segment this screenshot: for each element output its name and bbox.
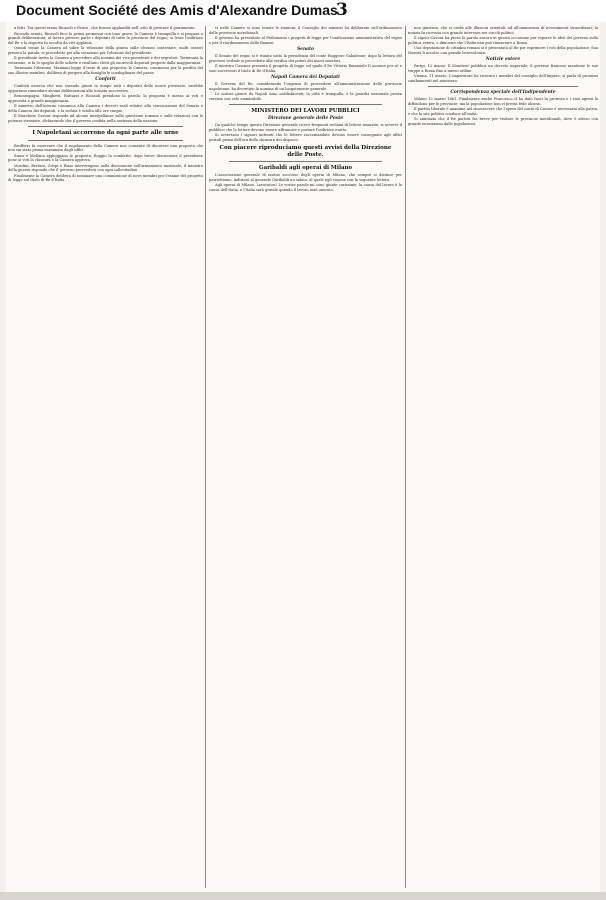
column-1 [8, 26, 203, 888]
paragraph: Le notizie giunte da Napoli sono soddisfacenti; la città è tranquilla, e la guardia nazionale presta servizio con zelo ammirabile. [209, 92, 402, 101]
document-header [0, 0, 606, 22]
paragraph: Il governo ha presentato al Parlamento i progetti di legge per l'unificazione amministrativa del regno e per il riordinamento delle finanze. [209, 36, 402, 45]
paragraph: Facendo avanti, Ricasoli fece la prima promessa con tono grave; la Camera è tranquilla e si prepara a grandi deliberazioni; al lavoro presero parte i deputati di tutte le provincie del regno; si lesse l'indirizzo del Re e la risposta fu accolta da vivi applausi. [8, 31, 203, 45]
page-number: 3 [336, 0, 348, 20]
scan-edge [0, 892, 606, 900]
newspaper-page [6, 22, 600, 892]
paragraph: Il partito liberale è unanime nel riconoscere che l'opera del conte di Cavour è necessaria alla patria, e che la sua politica conduce all'unità. [408, 107, 598, 116]
paragraph: Quindi venne la Camera ad udire la relazione della giunta sulle elezioni contestate; molti oratori presero la parola; si procedette poi alla votazione per l'elezione del presidente. [8, 46, 203, 55]
paragraph: Sineo e Mellana appoggiano la proposta; Boggio la combatte; dopo breve discussione il presidente pone ai voti la chiusura e la Camera approva. [8, 153, 203, 163]
section-heading: Senato [297, 47, 314, 52]
paragraph: Boncompagni, Minghetti, Rattazzi e Ricasoli prendono la parola; la proposta è messa ai voti e approvata a grande maggioranza. [8, 94, 203, 103]
document-title: Document Société des Amis d'Alexandre Dumas [16, 2, 338, 18]
paragraph: Terminata l'elezione, Mamiani legge il testo di una proposta: la Camera, commossa per la perdita del suo illustre membro, delibera di porgere alla famiglia le condoglianze del paese. [8, 66, 203, 75]
paragraph: Milano 12 marzo 1861. Finalmente anche Francesco II ha dato fuori la protesta e i suoi agenti la diffondono per le provincie; ma la popolazione non vi presta fede alcuna. [408, 97, 598, 106]
paragraph: non giustizia, che si crede alle illusioni orientali, ad all'imminenza di avvenimenti straordinari; la notizia fu ricevuta con grande interesse nei circoli politici. [408, 26, 598, 35]
paragraph: L'associazione generale di mutuo soccorso degli operai di Milano, che sempre si distinse per patriottismo, indirizzò al generale Garibaldi un saluto, al quale egli rispose con la seguente lettera. [209, 173, 402, 182]
paragraph: a fatti. Tra questi erano Ricasoli e Farini , che furono applauditi nell' atto di prestare il giuramento. [14, 26, 196, 30]
column-divider [229, 104, 382, 105]
paragraph: Vienna, 11 marzo. L'imperatore ha ricevuto i membri del consiglio dell'impero; si parla di prossimi cambiamenti nel ministero. [408, 74, 598, 83]
paragraph: Il Marchese Cavour risponde ad alcune interpellanze sulla questione romana e sulle relazioni con le potenze straniere, dichiarando che il governo confida nella saviezza della nazione. [8, 114, 203, 123]
paragraph: Il presidente invita la Camera a procedere alla nomina dei vice-presidenti e dei segretari. Terminata la votazione, si fa lo spoglio delle schede e risultano eletti gli onorevoli deputati proposti dalla maggioranza. [8, 56, 203, 65]
section-heading: Conforti [95, 77, 116, 82]
paragraph: Brofferio fa osservare che il regolamento della Camera non consente di discutere una proposta che non sia stata prima esaminata dagli uffici. [8, 143, 203, 153]
paragraph: Una deputazione di cittadini romani si è presentata al Re per esprimere i voti della popolazione; Sua Maestà li accolse con grande benevolenza. [408, 46, 598, 55]
paragraph: Il ministro dell'interno comunica alla Camera i decreti reali relativi alla convocazione del Senato e della Camera dei deputati, e la seduta è sciolta alle ore cinque. [8, 104, 203, 113]
section-heading: Notizie estere [485, 57, 521, 62]
paragraph: Il Governo del Re, considerando l'urgenza di provvedere all'amministrazione delle provincie napoletane, ha decretato la nomina di un luogotenente generale. [209, 82, 402, 91]
paragraph: Il signor Cavour ha preso la parola ancora in questa occasione per esporre le idee del governo sulla politica estera, e dimostrò che l'Italia non può rinunciare a Roma. [408, 36, 598, 45]
paragraph: Finalmente la Camera delibera di nominare una commissione di nove membri per l'esame del progetto di legge sul titolo di Re d'Italia. [8, 173, 203, 183]
paragraph: Si annunzia che il Re partirà fra breve per visitare le provincie meridionali, dove è atteso con grande entusiasmo dalle popolazioni. [408, 117, 598, 126]
paragraph: vi nelle Camere si sono tenute le riunioni; il Consiglio dei ministri ha deliberato sull'ordinamento delle provincie meridionali. [209, 26, 402, 35]
paragraph: Il ministro Cassinis presenta il progetto di legge col quale il Re Vittorio Emanuele II assume per sè e suoi successori il titolo di Re d'Italia. [209, 64, 402, 73]
column-divider [28, 140, 183, 141]
column-3 [408, 26, 598, 888]
boxed-notice: Con piacere riproduciamo questi avvisi della Direzione delle Poste. [219, 145, 392, 158]
section-heading: Corrispondenza speciale dell'Indipendente [450, 90, 556, 95]
paragraph: Agli operai di Milano. Lavoratori! Le vostre parole mi sono giunte carissime; la causa del lavoro è la causa dell'Italia, e l'Italia sarà grande quando il lavoro sarà onorato. [209, 183, 402, 192]
section-subheading: Direzione generale delle Poste [267, 116, 344, 121]
column-rule [405, 26, 406, 888]
section-heading: Garibaldi agli operai di Milano [258, 165, 353, 172]
boxed-notice: I Napoletani accorrono da ogni parte alle urne [32, 130, 179, 136]
paragraph: Conforti osserva che non essendo giunti in tempo tutti i deputati delle nuove provincie, sarebbe opportuno rimandare alcune deliberazioni alla tornata successiva. [8, 84, 203, 93]
paragraph: Il Senato del regno si è riunito sotto la presidenza del conte Ruggiero Gabaleone; dopo la lettura del processo verbale si procedette alla verifica dei poteri dei nuovi senatori. [209, 54, 402, 63]
paragraph: Da qualche tempo questa Direzione generale riceve frequenti reclami di lettere smarrite; si avverte il pubblico che le lettere devono essere affrancate e portare l'indirizzo esatto. [209, 123, 402, 132]
paragraph: Parigi, 12 marzo. Il Moniteur pubblica un decreto imperiale; il governo francese mantiene le sue truppe a Roma fino a nuovo ordine. [408, 64, 598, 73]
paragraph: Si avvertono i signori mittenti che le lettere raccomandate devono essere consegnate agli uffici postali prima dell'ora della chiusura dei dispacci. [209, 133, 402, 142]
paragraph: Mordini, Bertani, Crispi e Bixio intervengono nella discussione sull'armamento nazionale; il ministro della guerra risponde che il governo provvederà con ogni sollecitudine. [8, 163, 203, 173]
column-2 [209, 26, 402, 888]
column-rule [205, 26, 206, 888]
column-divider [428, 86, 578, 87]
section-heading: Napoli Camera dei Deputati [271, 75, 340, 80]
section-heading: MINISTERO DEI LAVORI PUBBLICI [251, 108, 360, 114]
column-divider [28, 126, 183, 127]
column-divider [229, 161, 382, 162]
